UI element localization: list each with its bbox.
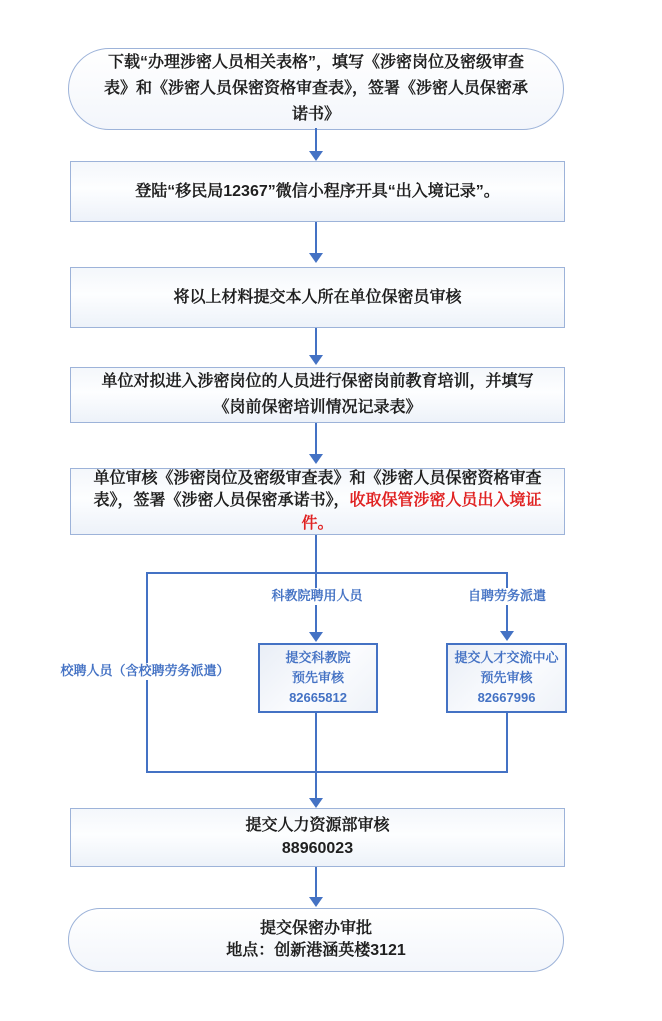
arrow-5-line — [315, 771, 317, 798]
arrow-3-line — [315, 328, 317, 355]
node-keji-phone: 82665812 — [289, 690, 347, 706]
node-end-line1: 提交保密办审批 — [259, 919, 372, 937]
node-hr-line1: 提交人力资源部审核 — [245, 817, 390, 835]
node-unit-review-text-black: 单位审核《涉密岗位及密级审查表》和《涉密人员保密资格审查表》，签署《涉密人员保密承诺书》， — [93, 470, 542, 510]
branch-left-label: 校聘人员（含校聘劳务派遣） — [57, 663, 232, 680]
branch-mid-arrow-head — [309, 632, 323, 642]
node-keji-line1: 提交科教院 — [285, 649, 351, 665]
arrow-4-line — [315, 423, 317, 454]
node-start-text: 下载“办理涉密人员相关表格”，填写《涉密岗位及密级审查表》和《涉密人员保密资格审查表》，签署《涉密人员保密承诺书》 — [103, 53, 528, 124]
node-talent-phone: 82667996 — [477, 690, 536, 706]
node-start — [68, 48, 564, 130]
node-submit-unit — [70, 267, 565, 328]
arrow-3-head — [309, 355, 323, 365]
arrow-1-head — [309, 151, 323, 161]
node-training-text: 单位对拟进入涉密岗位的人员进行保密岗前教育培训，并填写《岗前保密培训情况记录表》 — [101, 373, 534, 416]
node-unit-review — [70, 468, 565, 535]
merge-bar — [146, 771, 508, 773]
branch-right-arrow-head — [500, 631, 514, 641]
node-submit-unit-text: 将以上材料提交本人所在单位保密员审核 — [173, 288, 462, 306]
arrow-2-line — [315, 222, 317, 253]
node-unit-review-text-red: 收取保管涉密人员出入境证件。 — [301, 492, 542, 532]
arrow-1-line — [315, 128, 317, 151]
branch-mid-lower-line — [315, 713, 317, 773]
split-bar — [146, 572, 508, 574]
arrow-2-head — [309, 253, 323, 263]
node-hr-phone: 88960023 — [281, 839, 354, 857]
node-hr-review — [70, 808, 565, 867]
node-training — [70, 367, 565, 423]
node-unit-review-text — [85, 468, 550, 534]
node-talent-line1: 提交人才交流中心 — [454, 649, 559, 665]
node-talent-review — [446, 643, 567, 713]
branch-right-label: 自聘劳务派遣 — [465, 588, 549, 605]
arrow-6-head — [309, 897, 323, 907]
branch-right-lower-line — [506, 713, 508, 773]
split-stem-line — [315, 535, 317, 574]
node-immigration-text: 登陆“移民局12367”微信小程序开具“出入境记录”。 — [135, 182, 500, 200]
branch-mid-label: 科教院聘用人员 — [268, 588, 365, 605]
node-end-line2: 地点：创新港涵英楼3121 — [226, 942, 406, 959]
node-talent-line2: 预先审核 — [480, 669, 533, 685]
node-keji-review — [258, 643, 378, 713]
node-immigration — [70, 161, 565, 222]
node-end — [68, 908, 564, 972]
arrow-5-head — [309, 798, 323, 808]
arrow-6-line — [315, 867, 317, 897]
node-keji-line2: 预先审核 — [291, 669, 344, 685]
arrow-4-head — [309, 454, 323, 464]
